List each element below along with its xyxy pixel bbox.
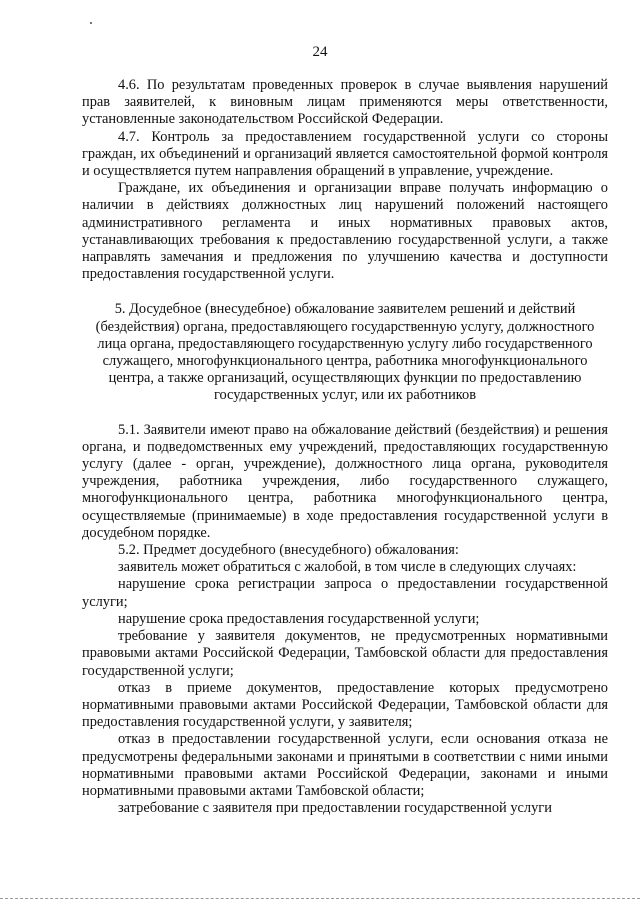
scan-dot: [90, 22, 92, 24]
list-item: отказ в предоставлении государственной услуги, если основания отказа не предусмотрены федеральными законами и принятыми в соответствии с ними иными нормативными правовыми актами Российской Федерации, законами и иными нормативными правовыми актами Тамбовской области;: [82, 731, 608, 799]
paragraph-4-7: 4.7. Контроль за предоставлением государственной услуги со стороны граждан, их объединений и организаций является самостоятельной формой контроля и осуществляется путем направления обращений в управление, учреждение.: [82, 128, 608, 180]
list-item: затребование с заявителя при предоставлении государственной услуги: [118, 800, 552, 817]
page-bottom-edge: [0, 898, 640, 900]
section-5-heading: [82, 301, 608, 404]
page-number: 24: [312, 44, 328, 60]
list-item: отказ в приеме документов, предоставление которых предусмотрено нормативными правовыми актами Российской Федерации, Тамбовской области для предоставления государственной услуги, у заявителя;: [82, 679, 608, 731]
list-item: нарушение срока предоставления государственной услуги;: [118, 610, 480, 627]
list-item: нарушение срока регистрации запроса о предоставлении государственной услуги;: [82, 576, 608, 610]
list-item: требование у заявителя документов, не предусмотренных нормативными правовыми актами Российской Федерации, Тамбовской области для предоставления государственной услуги;: [82, 628, 608, 679]
document-body: [82, 77, 608, 817]
paragraph-citizens-rights: Граждане, их объединения и организации вправе получать информацию о наличии в действиях должностных лиц нарушений положений настоящего административного регламента и иных нормативных правовых актов, устанавливающих требования к предоставлению государственной услуги, а также направлять замечания и предложения по улучшению качества и доступности предоставления государственной услуги.: [82, 180, 608, 283]
paragraph-4-6: 4.6. По результатам проведенных проверок в случае выявления нарушений прав заявителей, к виновным лицам применяются меры ответственности, установленные законодательством Российской Федерации.: [82, 77, 608, 128]
list-intro: заявитель может обратиться с жалобой, в том числе в следующих случаях:: [118, 559, 577, 576]
paragraph-5-2: 5.2. Предмет досудебного (внесудебного) обжалования:: [118, 542, 459, 559]
section-5-heading-text: 5. Досудебное (внесудебное) обжалование заявителем решений и действий (бездействия) органа, предоставляющего государственную услугу, должностного лица органа, предоставляющего государственную услугу либо государственного служащего, многофункционального центра, работника многофункционального центра, а также организаций, осуществляющих функции по предоставлению государственных услуг, или их работников: [95, 301, 595, 404]
paragraph-5-1: 5.1. Заявители имеют право на обжалование действий (бездействия) и решения органа, и подведомственных ему учреждений, предоставляющих государственную услугу (далее - орган, учреждение), должностного лица органа, руководителя учреждения, работника учреждения, либо государственного служащего, многофункционального центра, работника многофункционального центра, осуществляемые (принимаемые) в ходе предоставления государственной услуги в досудебном порядке.: [82, 421, 608, 541]
